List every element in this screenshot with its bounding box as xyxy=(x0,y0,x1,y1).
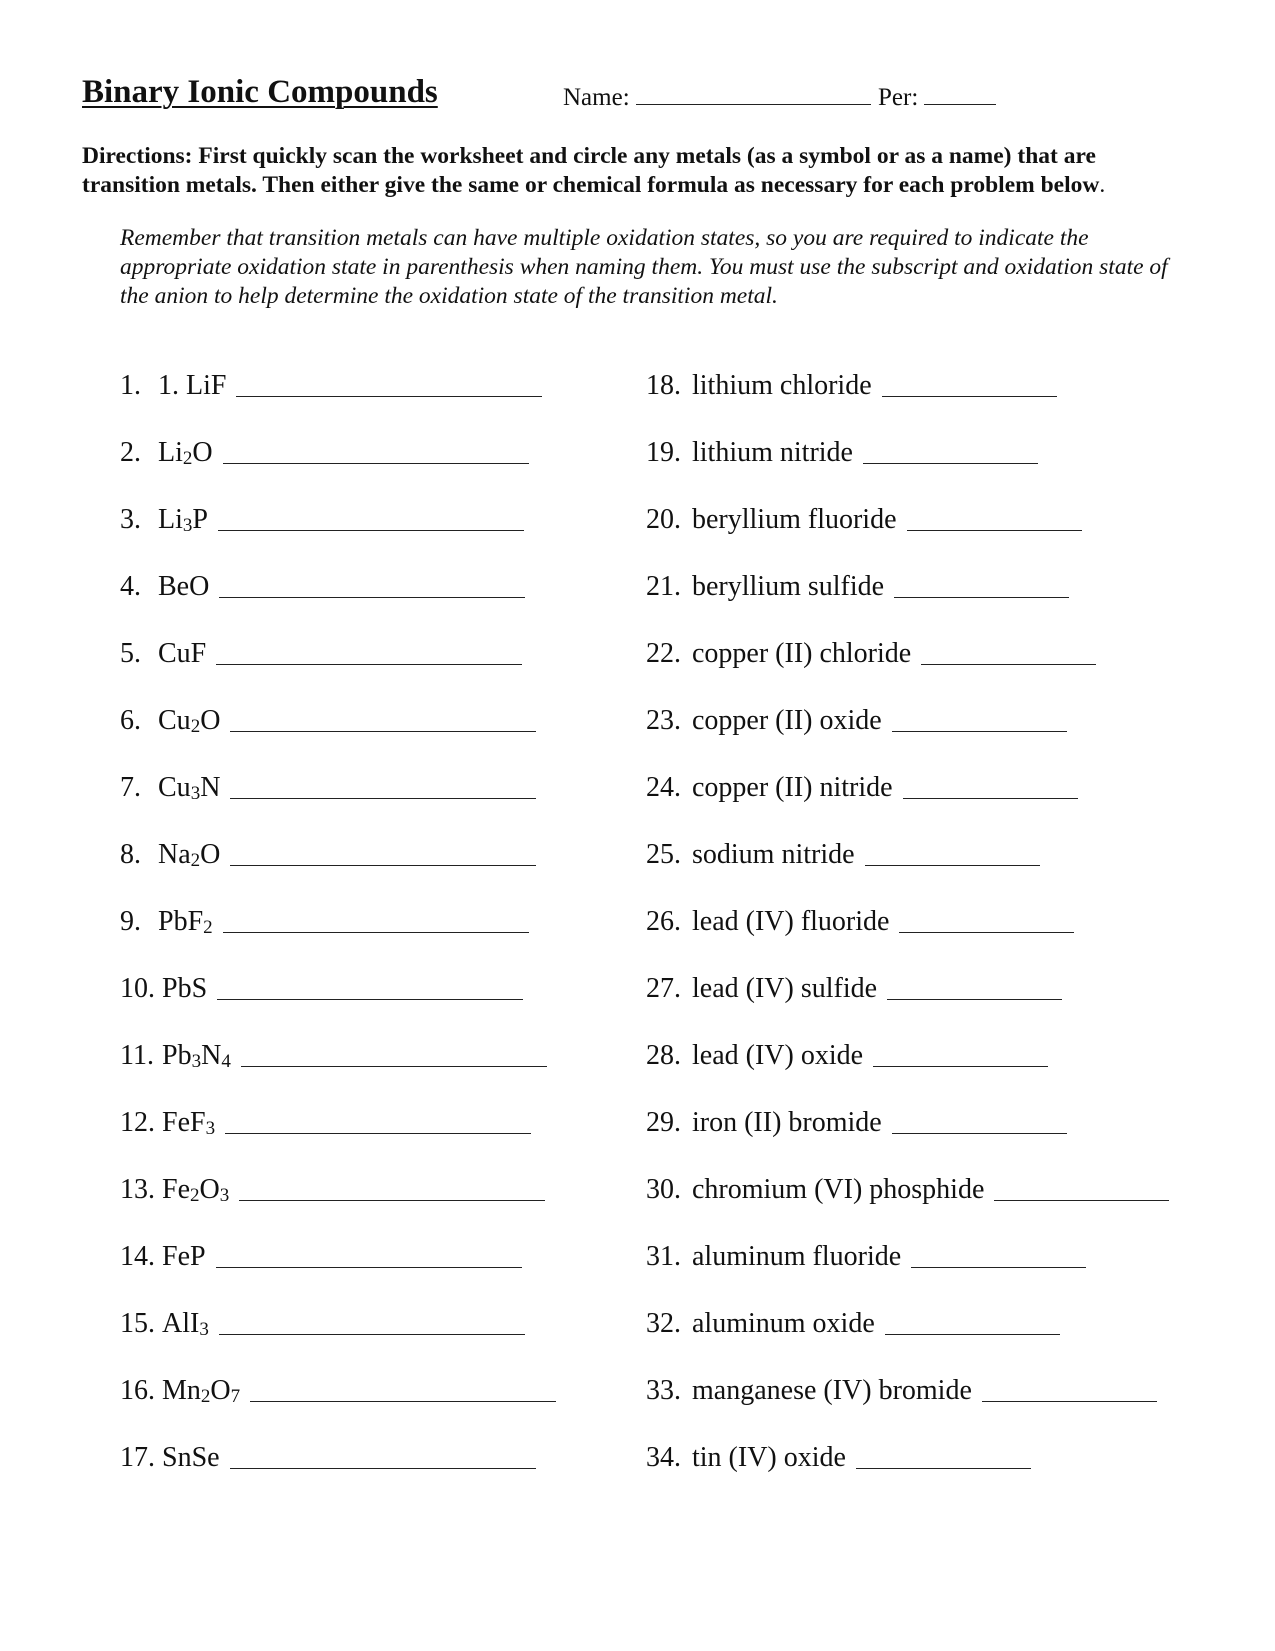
question-row xyxy=(120,504,556,571)
answer-line[interactable] xyxy=(219,1308,525,1335)
compound-name: copper (II) oxide xyxy=(692,705,882,736)
question-row xyxy=(646,973,1169,1040)
answer-line[interactable] xyxy=(216,638,522,665)
answer-line[interactable] xyxy=(856,1442,1031,1469)
question-number: 31. xyxy=(646,1241,681,1272)
answer-line[interactable] xyxy=(921,638,1096,665)
question-row xyxy=(646,1241,1169,1308)
answer-line[interactable] xyxy=(865,839,1040,866)
compound-name: beryllium fluoride xyxy=(692,504,897,535)
answer-line[interactable] xyxy=(241,1040,547,1067)
question-row xyxy=(120,705,556,772)
answer-line[interactable] xyxy=(223,437,529,464)
question-number: 30. xyxy=(646,1174,681,1205)
question-row xyxy=(646,638,1169,705)
question-row xyxy=(646,839,1169,906)
question-number: 16. xyxy=(120,1375,155,1406)
chemical-formula: FeF$_3$ xyxy=(162,1107,216,1139)
question-row xyxy=(120,571,556,638)
answer-line[interactable] xyxy=(236,370,542,397)
question-number: 27. xyxy=(646,973,681,1004)
answer-line[interactable] xyxy=(887,973,1062,1000)
chemical-formula: AlI$_3$ xyxy=(162,1308,209,1340)
question-number: 33. xyxy=(646,1375,681,1406)
question-number: 11. xyxy=(120,1040,154,1071)
compound-name: aluminum fluoride xyxy=(692,1241,902,1272)
compound-name: tin (IV) oxide xyxy=(692,1442,846,1473)
chemical-formula: PbF$_2$ xyxy=(158,906,213,938)
chemical-formula: $Mn_2O_7$ xyxy=(162,1375,241,1407)
question-number: 13. xyxy=(120,1174,155,1205)
answer-line[interactable] xyxy=(230,1442,536,1469)
answer-line[interactable] xyxy=(216,1241,522,1268)
question-row xyxy=(120,370,556,437)
per-field xyxy=(878,82,996,112)
transition-metal-note: Remember that transition metals can have multiple oxidation states, so you are required to indicate the appropriate oxidation state in parenthesis when naming them. You must use the subscript and oxidation state of the anion to help determine the oxidation state of the transition metal. xyxy=(120,225,1168,309)
compound-name: lead (IV) oxide xyxy=(692,1040,864,1071)
chemical-formula: $Cu_3N$ xyxy=(158,772,221,804)
directions xyxy=(82,142,1192,200)
question-number: 7. xyxy=(120,772,141,803)
question-row xyxy=(120,1442,556,1509)
question-number: 23. xyxy=(646,705,681,736)
chemical-formula: PbS xyxy=(162,973,208,1004)
answer-line[interactable] xyxy=(882,370,1057,397)
question-row xyxy=(120,638,556,705)
name-input-line[interactable] xyxy=(636,82,871,105)
question-number: 25. xyxy=(646,839,681,870)
compound-name: sodium nitride xyxy=(692,839,855,870)
chemical-formula: $Li_2O$ xyxy=(158,437,213,469)
compound-name: lithium nitride xyxy=(692,437,853,468)
question-row xyxy=(646,1375,1169,1442)
question-row xyxy=(120,906,556,973)
compound-name: copper (II) chloride xyxy=(692,638,912,669)
question-row xyxy=(646,1107,1169,1174)
question-row xyxy=(646,504,1169,571)
answer-line[interactable] xyxy=(863,437,1038,464)
chemical-formula: $Fe_2O_3$ xyxy=(162,1174,230,1206)
question-row xyxy=(120,973,556,1040)
question-number: 18. xyxy=(646,370,681,401)
compound-name: manganese (IV) bromide xyxy=(692,1375,972,1406)
answer-line[interactable] xyxy=(892,1107,1067,1134)
question-row xyxy=(120,1241,556,1308)
answer-line[interactable] xyxy=(230,772,536,799)
chemical-formula: FeP xyxy=(162,1241,206,1272)
question-row xyxy=(646,370,1169,437)
question-row xyxy=(646,437,1169,504)
question-number: 29. xyxy=(646,1107,681,1138)
question-row xyxy=(646,1174,1169,1241)
question-number: 26. xyxy=(646,906,681,937)
name-field xyxy=(563,82,871,112)
question-number: 9. xyxy=(120,906,141,937)
chemical-formula: $Na_2O$ xyxy=(158,839,221,871)
compound-name: lead (IV) sulfide xyxy=(692,973,878,1004)
compound-name: iron (II) bromide xyxy=(692,1107,882,1138)
question-row xyxy=(120,1107,556,1174)
page-title: Binary Ionic Compounds xyxy=(82,74,438,110)
answer-line[interactable] xyxy=(218,504,524,531)
formula-to-name-column xyxy=(120,370,556,1509)
question-row xyxy=(646,1040,1169,1107)
question-number: 34. xyxy=(646,1442,681,1473)
answer-line[interactable] xyxy=(250,1375,556,1402)
question-number: 6. xyxy=(120,705,141,736)
answer-line[interactable] xyxy=(894,571,1069,598)
question-number: 1. xyxy=(120,370,141,401)
chemical-formula: BeO xyxy=(158,571,210,602)
question-number: 32. xyxy=(646,1308,681,1339)
answer-line[interactable] xyxy=(873,1040,1048,1067)
question-row xyxy=(120,1375,556,1442)
question-row xyxy=(646,906,1169,973)
question-number: 5. xyxy=(120,638,141,669)
question-row xyxy=(646,705,1169,772)
directions-text: Directions: First quickly scan the worksheet and circle any metals (as a symbol or as a name) that are transition metals. Then either give the same or chemical formula as necessary for each problem below xyxy=(82,143,1100,198)
compound-name: aluminum oxide xyxy=(692,1308,875,1339)
answer-line[interactable] xyxy=(230,705,536,732)
answer-line[interactable] xyxy=(230,839,536,866)
question-row xyxy=(646,1308,1169,1375)
name-label: Name: xyxy=(563,84,630,111)
answer-line[interactable] xyxy=(892,705,1067,732)
question-number: 19. xyxy=(646,437,681,468)
compound-name: lithium chloride xyxy=(692,370,872,401)
compound-name: beryllium sulfide xyxy=(692,571,885,602)
chemical-formula: $Li_3P$ xyxy=(158,504,208,536)
question-number: 28. xyxy=(646,1040,681,1071)
question-number: 20. xyxy=(646,504,681,535)
question-number: 15. xyxy=(120,1308,155,1339)
answer-line[interactable] xyxy=(903,772,1078,799)
answer-line[interactable] xyxy=(219,571,525,598)
answer-line[interactable] xyxy=(994,1174,1169,1201)
answer-line[interactable] xyxy=(907,504,1082,531)
question-number: 12. xyxy=(120,1107,155,1138)
chemical-formula: $Pb_3N_4$ xyxy=(162,1040,231,1072)
question-number: 22. xyxy=(646,638,681,669)
answer-line[interactable] xyxy=(217,973,523,1000)
chemical-formula: 1. LiF xyxy=(158,370,227,401)
question-number: 4. xyxy=(120,571,141,602)
compound-name: lead (IV) fluoride xyxy=(692,906,890,937)
question-number: 2. xyxy=(120,437,141,468)
answer-line[interactable] xyxy=(225,1107,531,1134)
compound-name: chromium (VI) phosphide xyxy=(692,1174,985,1205)
question-row xyxy=(646,571,1169,638)
directions-period: . xyxy=(1099,172,1106,198)
per-label: Per: xyxy=(878,84,919,111)
question-number: 3. xyxy=(120,504,141,535)
question-row xyxy=(120,1174,556,1241)
answer-line[interactable] xyxy=(223,906,529,933)
question-row xyxy=(646,772,1169,839)
answer-line[interactable] xyxy=(982,1375,1157,1402)
name-to-formula-column xyxy=(646,370,1169,1509)
question-number: 24. xyxy=(646,772,681,803)
chemical-formula: SnSe xyxy=(162,1442,220,1473)
answer-line[interactable] xyxy=(239,1174,545,1201)
answer-line[interactable] xyxy=(911,1241,1086,1268)
question-number: 21. xyxy=(646,571,681,602)
question-row xyxy=(646,1442,1169,1509)
question-row xyxy=(120,772,556,839)
question-row xyxy=(120,1040,556,1107)
question-row xyxy=(120,437,556,504)
question-row xyxy=(120,1308,556,1375)
question-row xyxy=(120,839,556,906)
answer-line[interactable] xyxy=(885,1308,1060,1335)
chemical-formula: $Cu_2O$ xyxy=(158,705,221,737)
per-input-line[interactable] xyxy=(924,82,996,105)
question-number: 17. xyxy=(120,1442,155,1473)
compound-name: copper (II) nitride xyxy=(692,772,893,803)
question-number: 14. xyxy=(120,1241,155,1272)
question-number: 10. xyxy=(120,973,155,1004)
chemical-formula: CuF xyxy=(158,638,207,669)
answer-line[interactable] xyxy=(899,906,1074,933)
question-number: 8. xyxy=(120,839,141,870)
